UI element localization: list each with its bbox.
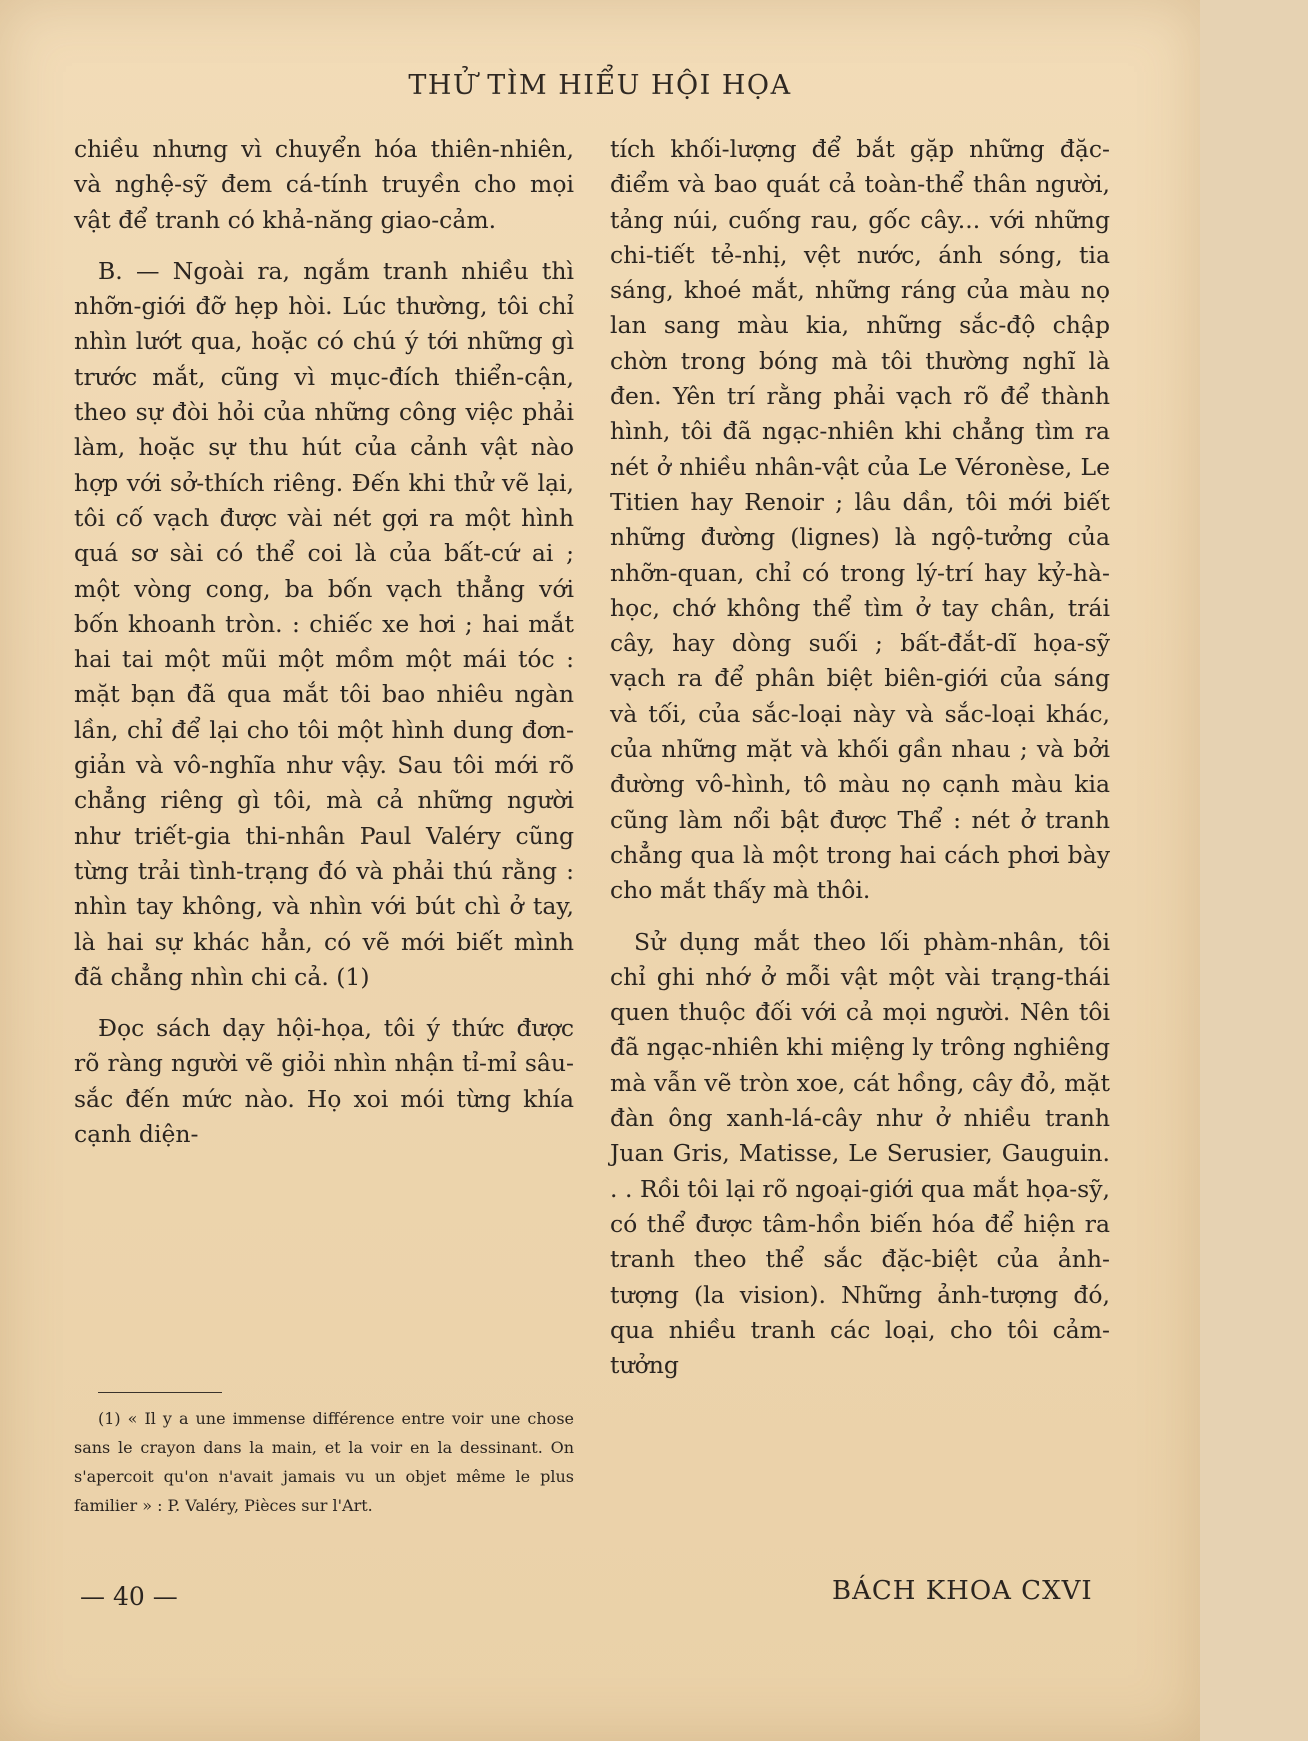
footnote: (1) « Il y a une immense différence entre voir une chose sans le crayon dans la main, et la voir en la dessinant. On s'apercoit qu'on n'avait jamais vu un objet même le plus familier » : P. Valéry, Pièces sur l'Art. <box>74 1409 574 1515</box>
left-paragraph-3: Đọc sách dạy hội-họa, tôi ý thức được rõ ràng người vẽ giỏi nhìn nhận tỉ-mỉ sâu-sắc đến mức nào. Họ xoi mói từng khía cạnh diện- <box>74 1014 574 1149</box>
right-column <box>610 132 1110 1399</box>
running-title: THỬ TÌM HIỂU HỘI HỌA <box>408 70 792 101</box>
page-edge-background <box>1200 0 1308 1741</box>
footnote-divider <box>98 1392 222 1393</box>
left-column <box>74 132 574 1168</box>
left-paragraph-2: B. — Ngoài ra, ngắm tranh nhiều thì nhỡn-giới đỡ hẹp hòi. Lúc thường, tôi chỉ nhìn lướt qua, hoặc có chú ý tới những gì trước mắt, cũng vì mục-đích thiển-cận, theo sự đòi hỏi của những công việc phải làm, hoặc sự thu hút của cảnh vật nào hợp với sở-thích riêng. Đến khi thử vẽ lại, tôi cố vạch được vài nét gợi ra một hình quá sơ sài có thể coi là của bất-cứ ai ; một vòng cong, ba bốn vạch thẳng với bốn khoanh tròn. : chiếc xe hơi ; hai mắt hai tai một mũi một mồm một mái tóc : mặt bạn đã qua mắt tôi bao nhiêu ngàn lần, chỉ để lại cho tôi một hình dung đơn-giản và vô-nghĩa như vậy. Sau tôi mới rõ chẳng riêng gì tôi, mà cả những người như triết-gia thi-nhân Paul Valéry cũng từng trải tình-trạng đó và phải thú rằng : nhìn tay không, và nhìn với bút chì ở tay, là hai sự khác hẳn, có vẽ mới biết mình đã chẳng nhìn chi cả. (1) <box>74 256 574 991</box>
left-paragraph-1: chiều nhưng vì chuyển hóa thiên-nhiên, và nghệ-sỹ đem cá-tính truyền cho mọi vật để tranh có khả-năng giao-cảm. <box>74 135 574 234</box>
page-number: — 40 — <box>80 1582 178 1611</box>
right-paragraph-2: Sử dụng mắt theo lối phàm-nhân, tôi chỉ ghi nhớ ở mỗi vật một vài trạng-thái quen thuộc đối với cả mọi người. Nên tôi đã ngạc-nhiên khi miệng ly trông nghiêng mà vẫn vẽ tròn xoe, cát hồng, cây đỏ, mặt đàn ông xanh-lá-cây như ở nhiều tranh Juan Gris, Matisse, Le Serusier, Gauguin. . . Rồi tôi lại rõ ngoại-giới qua mắt họa-sỹ, có thể được tâm-hồn biến hóa để hiện ra tranh theo thể sắc đặc-biệt của ảnh-tượng (la vision). Những ảnh-tượng đó, qua nhiều tranh các loại, cho tôi cảm-tưởng <box>610 927 1110 1380</box>
right-paragraph-1: tích khối-lượng để bắt gặp những đặc-điểm và bao quát cả toàn-thể thân người, tảng núi, cuống rau, gốc cây... với những chi-tiết tẻ-nhị, vệt nước, ánh sóng, tia sáng, khoé mắt, những ráng của màu nọ lan sang màu kia, những sắc-độ chập chờn trong bóng mà tôi thường nghĩ là đen. Yên trí rằng phải vạch rõ để thành hình, tôi đã ngạc-nhiên khi chẳng tìm ra nét ở nhiều nhân-vật của Le Véronèse, Le Titien hay Renoir ; lâu dần, tôi mới biết những đường (lignes) là ngộ-tưởng của nhỡn-quan, chỉ có trong lý-trí hay kỷ-hà-học, chớ không thể tìm ở tay chân, trái cây, hay dòng suối ; bất-đắt-dĩ họa-sỹ vạch ra để phân biệt biên-giới của sáng và tối, của sắc-loại này và sắc-loại khác, của những mặt và khối gần nhau ; và bởi đường vô-hình, tô màu nọ cạnh màu kia cũng làm nổi bật được Thể : nét ở tranh chẳng qua là một trong hai cách phơi bày cho mắt thấy mà thôi. <box>610 135 1110 905</box>
journal-name: BÁCH KHOA CXVI <box>832 1576 1093 1606</box>
